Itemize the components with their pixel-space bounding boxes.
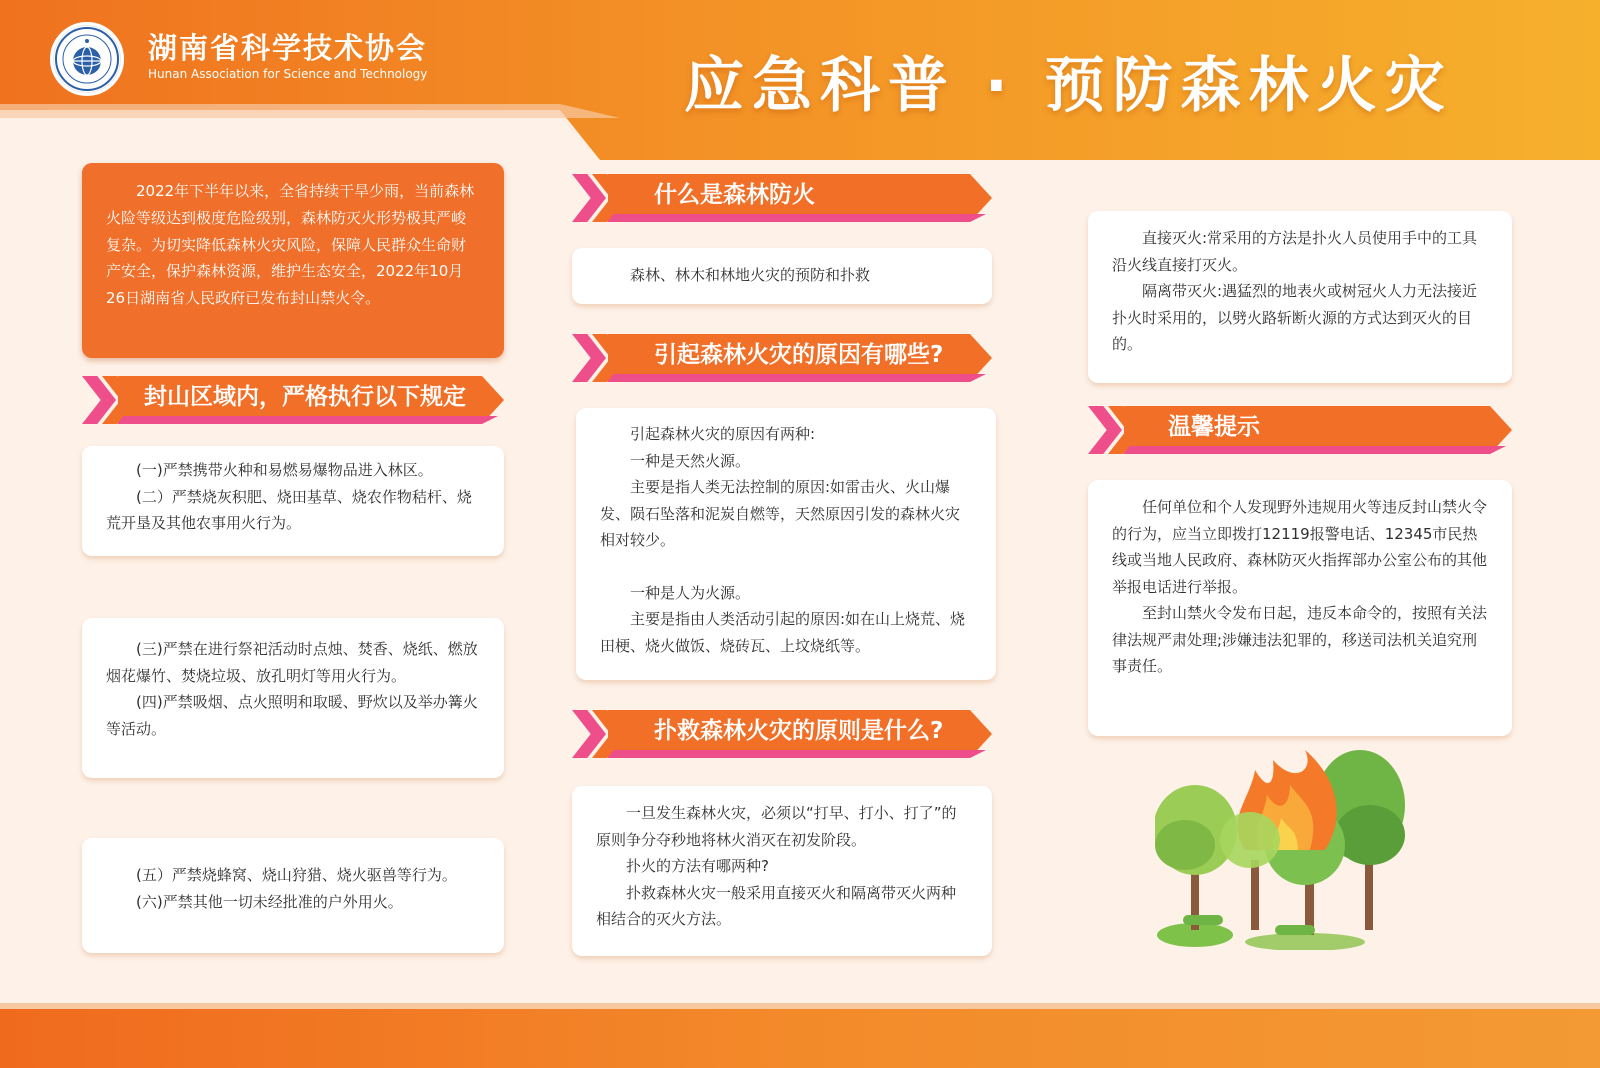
methods-card [1088, 211, 1512, 383]
q3-paragraph: 扑救森林火灾一般采用直接灭火和隔离带灭火两种相结合的灭火方法。 [596, 883, 957, 928]
spacer [600, 554, 972, 580]
rules-card-1 [82, 446, 504, 556]
tips-banner [1088, 406, 1512, 454]
q3-heading: 扑救森林火灾的原则是什么? [654, 718, 944, 744]
rule-2: (二）严禁烧灰积肥、烧田基草、烧农作物秸杆、烧荒开垦及其他农事用火行为。 [106, 487, 472, 532]
q3-banner [572, 710, 992, 758]
org-name-english: Hunan Association for Science and Technology [148, 67, 428, 81]
q2-paragraph: 主要是指人类无法控制的原因:如雷击火、火山爆发、陨石坠落和泥炭自燃等，天然原因引发的森林火灾相对较少。 [600, 478, 961, 549]
tip-1: 任何单位和个人发现野外违规用火等违反封山禁火令的行为，应当立即拨打12119报警电话、12345市民热线或当地人民政府、森林防灭火指挥部办公室公布的其他举报电话进行举报。 [1112, 498, 1488, 596]
q1-banner [572, 174, 992, 222]
footer-stripe [0, 1003, 1600, 1009]
q2-paragraph: 一种是人为火源。 [630, 583, 751, 602]
rule-3: (三)严禁在进行祭祀活动时点烛、焚香、烧纸、燃放烟花爆竹、焚烧垃圾、放孔明灯等用火行为。 [106, 640, 478, 685]
page-title: 应急科普 · 预防森林火灾 [684, 51, 1453, 121]
rule-1: (一)严禁携带火种和易燃易爆物品进入林区。 [136, 461, 433, 479]
tip-2: 至封山禁火令发布日起，违反本命令的，按照有关法律法规严肃处理;涉嫌违法犯罪的，移送司法机关追究刑事责任。 [1112, 604, 1488, 675]
q2-heading: 引起森林火灾的原因有哪些? [654, 342, 944, 368]
q2-paragraph: 引起森林火灾的原因有两种: [630, 425, 816, 443]
tips-heading: 温馨提示 [1168, 414, 1260, 440]
footer-band [0, 1003, 1600, 1068]
method-2: 隔离带灭火:遇猛烈的地表火或树冠火人力无法接近扑火时采用的，以劈火路斩断火源的方式达到灭火的目的。 [1112, 282, 1478, 353]
q3-paragraph: 一旦发生森林火灾，必须以“打早、打小、打了”的原则争分夺秒地将林火消灭在初发阶段。 [596, 804, 957, 849]
association-logo-icon [50, 22, 124, 96]
intro-text: 2022年下半年以来，全省持续干旱少雨，当前森林火险等级达到极度危险级别，森林防灭火形势极其严峻复杂。为切实降低森林火灾风险，保障人民群众生命财产安全，保护森林资源，维护生态安全，2022年10月26日湖南省人民政府已发布封山禁火令。 [106, 182, 475, 308]
tips-card [1088, 480, 1512, 736]
rule-5: (五）严禁烧蜂窝、烧山狩猎、烧火驱兽等行为。 [136, 866, 457, 884]
q2-card [576, 408, 996, 680]
q3-paragraph: 扑火的方法有哪两种? [626, 857, 769, 875]
q1-heading: 什么是森林防火 [654, 182, 815, 208]
q2-paragraph: 主要是指由人类活动引起的原因:如在山上烧荒、烧田梗、烧火做饭、烧砖瓦、上坟烧纸等。 [600, 610, 966, 655]
q1-answer: 森林、林木和林地火灾的预防和扑救 [630, 266, 871, 284]
method-1: 直接灭火:常采用的方法是扑火人员使用手中的工具沿火线直接打灭火。 [1112, 229, 1478, 274]
q3-card [572, 786, 992, 956]
header-stripe [0, 104, 620, 118]
org-name: 湖南省科学技术协会 [148, 31, 428, 65]
q1-card [572, 248, 992, 304]
rule-4: (四)严禁吸烟、点火照明和取暖、野炊以及举办篝火等活动。 [106, 693, 478, 738]
forest-fire-illustration [1155, 750, 1415, 950]
rules-banner [82, 376, 504, 424]
rules-heading: 封山区域内，严格执行以下规定 [144, 384, 466, 410]
intro-card [82, 163, 504, 358]
rules-card-3 [82, 838, 504, 953]
rule-6: (六)严禁其他一切未经批准的户外用火。 [136, 892, 403, 911]
q2-banner [572, 334, 992, 382]
rules-card-2 [82, 618, 504, 778]
q2-paragraph: 一种是天然火源。 [630, 451, 751, 470]
